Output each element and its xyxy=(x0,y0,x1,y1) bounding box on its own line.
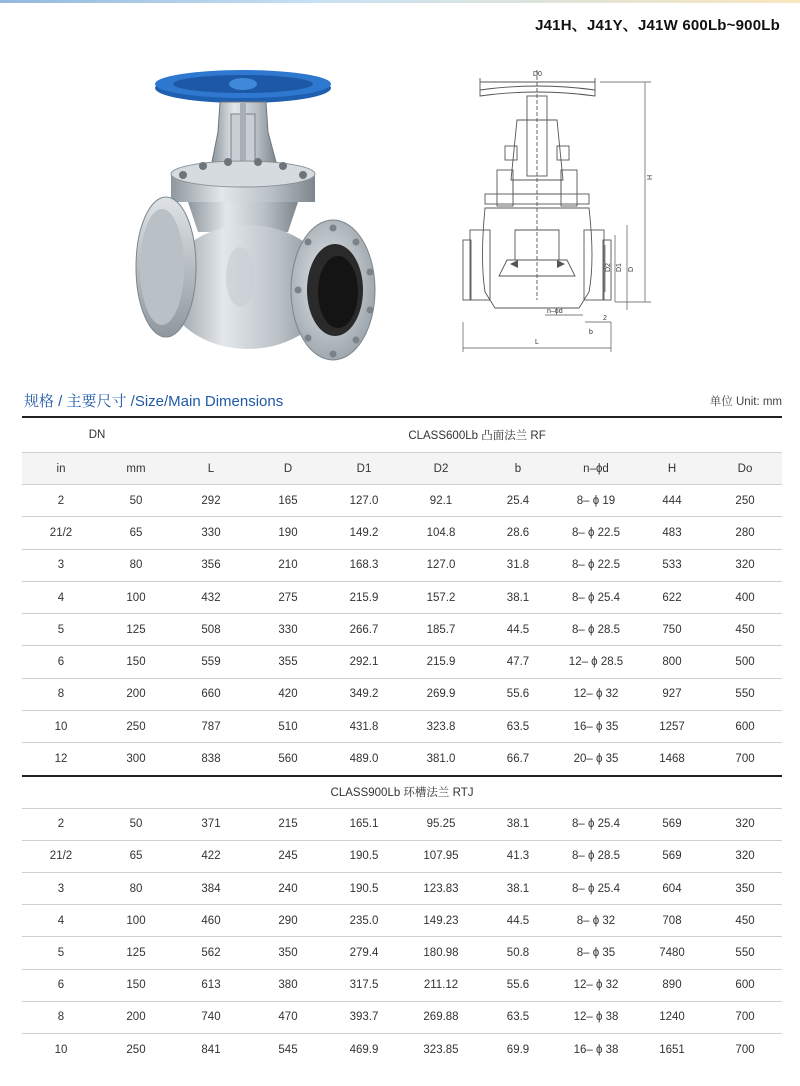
table-cell: 125 xyxy=(100,614,172,646)
table-cell: 250 xyxy=(708,485,782,517)
table-cell: 469.9 xyxy=(349,1043,379,1056)
table-cell: 41.3 xyxy=(480,840,556,872)
table-cell: 750 xyxy=(636,614,708,646)
table-cell: 275 xyxy=(250,581,326,613)
table-row xyxy=(22,581,782,613)
valve-dimension-drawing xyxy=(455,60,685,360)
col-in: in xyxy=(22,453,100,485)
table-cell: 320 xyxy=(708,808,782,840)
table-cell: 63.5 xyxy=(480,711,556,743)
table-cell: 320 xyxy=(708,549,782,581)
table-cell: 50 xyxy=(100,808,172,840)
col-nd: n–ϕd xyxy=(556,453,636,485)
class600-rows xyxy=(22,485,782,776)
table-cell: 8– ϕ 32 xyxy=(556,905,636,937)
col-mm: mm xyxy=(100,453,172,485)
class600-header: CLASS600Lb 凸面法兰 RF xyxy=(172,417,782,453)
table-cell: 841 xyxy=(201,1043,221,1056)
table-cell: 149.23 xyxy=(402,905,480,937)
table-cell: 8– ϕ 25.4 xyxy=(556,581,636,613)
col-h: H xyxy=(636,453,708,485)
table-cell: 2 xyxy=(22,808,100,840)
table-cell: 356 xyxy=(172,549,250,581)
class900-header: CLASS900Lb 环槽法兰 RTJ xyxy=(22,776,782,809)
table-cell: 838 xyxy=(172,743,250,776)
table-cell: 350 xyxy=(708,873,782,905)
table-cell: 292 xyxy=(172,485,250,517)
table-cell: 604 xyxy=(636,873,708,905)
table-row xyxy=(22,969,782,1001)
table-cell: 55.6 xyxy=(480,678,556,710)
table-cell: 80 xyxy=(100,873,172,905)
table-cell: 545 xyxy=(278,1043,298,1056)
label-d: D xyxy=(628,266,635,272)
label-b: b xyxy=(589,329,593,336)
table-cell: 50.8 xyxy=(480,937,556,969)
table-cell: 250 xyxy=(100,711,172,743)
class900-rows xyxy=(22,808,782,1065)
dimensions-table xyxy=(22,416,782,1065)
table-cell: 432 xyxy=(172,581,250,613)
table-cell: 12– ϕ 32 xyxy=(556,969,636,1001)
table-cell: 420 xyxy=(250,678,326,710)
table-cell: 211.12 xyxy=(402,969,480,1001)
table-cell: 489.0 xyxy=(326,743,402,776)
table-cell: 787 xyxy=(172,711,250,743)
col-d: D xyxy=(250,453,326,485)
table-cell: 280 xyxy=(708,517,782,549)
table-cell: 569 xyxy=(636,840,708,872)
table-cell: 1240 xyxy=(636,1001,708,1033)
col-d2: D2 xyxy=(402,453,480,485)
table-cell: 157.2 xyxy=(402,581,480,613)
table-row xyxy=(22,1001,782,1033)
table-cell: 235.0 xyxy=(326,905,402,937)
table-cell: 371 xyxy=(172,808,250,840)
table-cell: 38.1 xyxy=(480,581,556,613)
table-cell: 8– ϕ 28.5 xyxy=(556,614,636,646)
table-cell: 740 xyxy=(172,1001,250,1033)
table-cell: 6 xyxy=(22,646,100,678)
table-cell: 450 xyxy=(708,905,782,937)
table-cell: 100 xyxy=(100,905,172,937)
table-cell: 16– ϕ 35 xyxy=(556,711,636,743)
table-cell: 5 xyxy=(22,614,100,646)
table-cell: 483 xyxy=(636,517,708,549)
table-cell: 165.1 xyxy=(326,808,402,840)
table-cell: 190.5 xyxy=(326,873,402,905)
table-cell: 500 xyxy=(708,646,782,678)
table-cell: 8 xyxy=(22,678,100,710)
table-cell: 240 xyxy=(250,873,326,905)
table-cell: 21/2 xyxy=(22,840,100,872)
column-header-row xyxy=(22,453,782,485)
table-cell: 245 xyxy=(250,840,326,872)
table-row xyxy=(22,549,782,581)
table-cell: 7480 xyxy=(636,937,708,969)
table-cell: 107.95 xyxy=(402,840,480,872)
table-cell: 330 xyxy=(172,517,250,549)
table-cell: 3 xyxy=(22,873,100,905)
table-cell: 422 xyxy=(172,840,250,872)
table-row xyxy=(22,873,782,905)
table-cell: 460 xyxy=(172,905,250,937)
table-cell: 622 xyxy=(636,581,708,613)
table-cell: 8– ϕ 35 xyxy=(556,937,636,969)
table-cell: 12 xyxy=(22,743,100,776)
table-cell: 69.9 xyxy=(506,1043,530,1056)
table-cell: 279.4 xyxy=(326,937,402,969)
table-cell: 1257 xyxy=(636,711,708,743)
table-cell: 269.88 xyxy=(402,1001,480,1033)
table-cell: 149.2 xyxy=(326,517,402,549)
table-cell: 44.5 xyxy=(480,905,556,937)
table-cell: 355 xyxy=(250,646,326,678)
table-cell: 125 xyxy=(100,937,172,969)
table-cell: 8– ϕ 22.5 xyxy=(556,549,636,581)
table-cell: 660 xyxy=(172,678,250,710)
table-cell: 323.85 xyxy=(423,1043,459,1056)
table-row xyxy=(22,646,782,678)
table-cell: 12– ϕ 38 xyxy=(556,1001,636,1033)
table-cell: 200 xyxy=(100,678,172,710)
table-cell: 290 xyxy=(250,905,326,937)
table-cell: 4 xyxy=(22,581,100,613)
table-cell: 165 xyxy=(250,485,326,517)
table-row xyxy=(22,808,782,840)
label-d2: D2 xyxy=(605,263,612,272)
table-cell: 1468 xyxy=(636,743,708,776)
table-cell: 400 xyxy=(708,581,782,613)
table-cell: 560 xyxy=(250,743,326,776)
table-cell: 600 xyxy=(708,969,782,1001)
table-cell: 215 xyxy=(250,808,326,840)
label-nd: n–ϕd xyxy=(547,308,563,315)
table-cell: 890 xyxy=(636,969,708,1001)
table-row xyxy=(22,614,782,646)
table-cell: 21/2 xyxy=(22,517,100,549)
table-cell: 380 xyxy=(250,969,326,1001)
table-row xyxy=(22,485,782,517)
table-cell: 533 xyxy=(636,549,708,581)
label-d1: D1 xyxy=(616,263,623,272)
table-row xyxy=(22,711,782,743)
table-cell: 300 xyxy=(100,743,172,776)
table-cell: 10 xyxy=(54,1043,68,1056)
table-cell: 8 xyxy=(22,1001,100,1033)
unit-label: 单位 Unit: mm xyxy=(709,396,782,408)
table-cell: 3 xyxy=(22,549,100,581)
table-cell: 92.1 xyxy=(402,485,480,517)
table-cell: 65 xyxy=(100,840,172,872)
table-cell: 8– ϕ 25.4 xyxy=(556,808,636,840)
table-cell: 215.9 xyxy=(402,646,480,678)
table-cell: 127.0 xyxy=(402,549,480,581)
table-cell: 25.4 xyxy=(480,485,556,517)
table-row xyxy=(22,517,782,549)
table-cell: 4 xyxy=(22,905,100,937)
table-cell: 168.3 xyxy=(326,549,402,581)
col-do: Do xyxy=(708,453,782,485)
col-b: b xyxy=(480,453,556,485)
table-cell: 12– ϕ 28.5 xyxy=(556,646,636,678)
table-cell: 508 xyxy=(172,614,250,646)
table-cell: 55.6 xyxy=(480,969,556,1001)
table-cell: 63.5 xyxy=(480,1001,556,1033)
table-cell: 6 xyxy=(22,969,100,1001)
table-cell: 190.5 xyxy=(326,840,402,872)
table-cell: 450 xyxy=(708,614,782,646)
table-cell: 800 xyxy=(636,646,708,678)
table-cell: 8– ϕ 19 xyxy=(556,485,636,517)
table-cell: 38.1 xyxy=(480,873,556,905)
table-cell: 323.8 xyxy=(402,711,480,743)
table-cell: 20– ϕ 35 xyxy=(556,743,636,776)
table-cell: 65 xyxy=(100,517,172,549)
table-cell: 269.9 xyxy=(402,678,480,710)
globe-valve-photo xyxy=(128,62,378,362)
table-cell: 381.0 xyxy=(402,743,480,776)
model-title: J41H、J41Y、J41W 600Lb~900Lb xyxy=(535,17,780,34)
table-cell: 150 xyxy=(100,646,172,678)
table-cell: 8– ϕ 22.5 xyxy=(556,517,636,549)
table-cell: 470 xyxy=(250,1001,326,1033)
table-cell: 444 xyxy=(636,485,708,517)
table-cell: 550 xyxy=(708,678,782,710)
table-cell: 47.7 xyxy=(480,646,556,678)
table-cell: 266.7 xyxy=(326,614,402,646)
table-cell: 250 xyxy=(126,1043,146,1056)
table-cell: 330 xyxy=(250,614,326,646)
label-l: L xyxy=(535,339,539,346)
table-cell: 150 xyxy=(100,969,172,1001)
table-row xyxy=(22,743,782,776)
table-cell: 700 xyxy=(708,1001,782,1033)
label-2: 2 xyxy=(603,315,607,322)
label-d0: D0 xyxy=(533,71,542,78)
table-cell: 38.1 xyxy=(480,808,556,840)
table-cell: 104.8 xyxy=(402,517,480,549)
table-cell: 95.25 xyxy=(402,808,480,840)
table-cell: 2 xyxy=(22,485,100,517)
table-cell: 569 xyxy=(636,808,708,840)
table-cell: 210 xyxy=(250,549,326,581)
table-cell: 16– ϕ 38 xyxy=(573,1043,619,1056)
table-cell: 185.7 xyxy=(402,614,480,646)
dn-header: DN xyxy=(22,417,172,453)
table-cell: 8– ϕ 28.5 xyxy=(556,840,636,872)
table-cell: 12– ϕ 32 xyxy=(556,678,636,710)
table-cell: 317.5 xyxy=(326,969,402,1001)
table-cell: 510 xyxy=(250,711,326,743)
table-cell: 44.5 xyxy=(480,614,556,646)
table-cell: 127.0 xyxy=(326,485,402,517)
table-cell: 700 xyxy=(735,1043,755,1056)
col-d1: D1 xyxy=(326,453,402,485)
table-cell: 10 xyxy=(22,711,100,743)
table-cell: 350 xyxy=(250,937,326,969)
top-accent-bar xyxy=(0,0,800,3)
table-cell: 708 xyxy=(636,905,708,937)
table-cell: 562 xyxy=(172,937,250,969)
table-cell: 31.8 xyxy=(480,549,556,581)
table-cell: 8– ϕ 25.4 xyxy=(556,873,636,905)
table-cell: 66.7 xyxy=(480,743,556,776)
table-cell: 50 xyxy=(100,485,172,517)
table-row xyxy=(22,1033,782,1065)
table-cell: 384 xyxy=(172,873,250,905)
section-title: 规格 / 主要尺寸 /Size/Main Dimensions xyxy=(24,393,284,410)
table-cell: 559 xyxy=(172,646,250,678)
table-cell: 431.8 xyxy=(326,711,402,743)
table-cell: 200 xyxy=(100,1001,172,1033)
table-row xyxy=(22,840,782,872)
table-cell: 550 xyxy=(708,937,782,969)
table-cell: 700 xyxy=(708,743,782,776)
label-h: H xyxy=(647,174,654,180)
table-cell: 28.6 xyxy=(480,517,556,549)
table-cell: 393.7 xyxy=(326,1001,402,1033)
table-cell: 5 xyxy=(22,937,100,969)
table-cell: 927 xyxy=(636,678,708,710)
table-cell: 100 xyxy=(100,581,172,613)
table-cell: 292.1 xyxy=(326,646,402,678)
table-cell: 190 xyxy=(250,517,326,549)
table-row xyxy=(22,678,782,710)
table-row xyxy=(22,905,782,937)
table-cell: 123.83 xyxy=(402,873,480,905)
table-cell: 613 xyxy=(172,969,250,1001)
table-cell: 215.9 xyxy=(326,581,402,613)
col-l: L xyxy=(172,453,250,485)
table-cell: 80 xyxy=(100,549,172,581)
table-row xyxy=(22,937,782,969)
table-cell: 600 xyxy=(708,711,782,743)
table-cell: 349.2 xyxy=(326,678,402,710)
table-cell: 180.98 xyxy=(402,937,480,969)
table-cell: 320 xyxy=(708,840,782,872)
table-cell: 1651 xyxy=(659,1043,685,1056)
